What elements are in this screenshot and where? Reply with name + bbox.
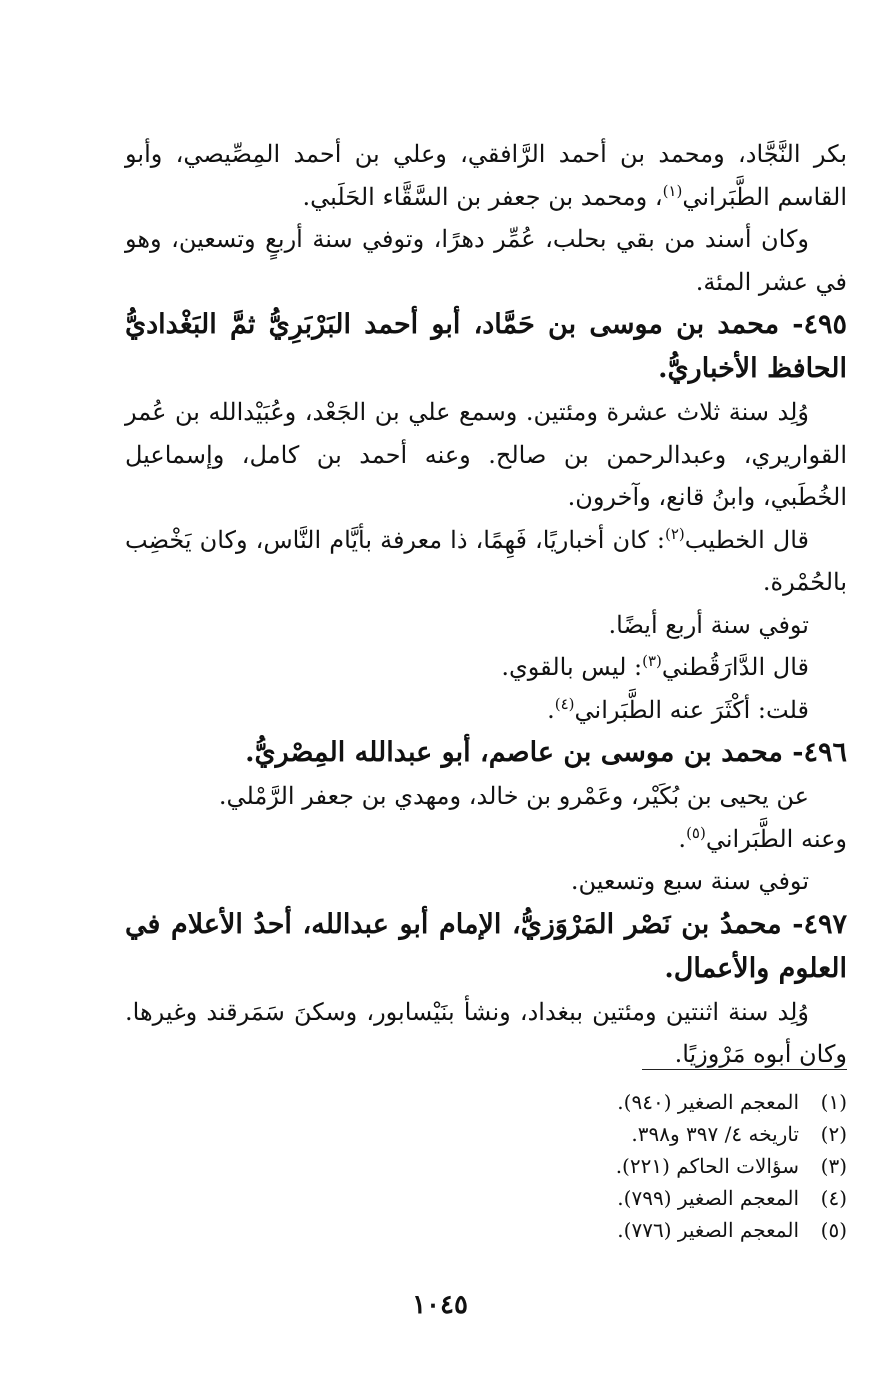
- paragraph-7: [125, 689, 847, 732]
- footnote-text: سؤالات الحاكم (٢٢١).: [615, 1154, 799, 1178]
- paragraph-text: .: [547, 695, 555, 724]
- paragraph-6: [125, 646, 847, 689]
- footnote-ref-4: (٤): [554, 694, 575, 713]
- footnote-item: [480, 1118, 847, 1150]
- paragraph-text: : ليس بالقوي.: [501, 653, 643, 681]
- footnote-ref-5: (٥): [686, 823, 706, 842]
- footnote-item: [480, 1214, 847, 1246]
- paragraph-5: توفي سنة أربع أيضًا.: [608, 610, 809, 639]
- footnote-divider: [642, 1069, 847, 1070]
- paragraph-11: وُلِد سنة اثنتين ومئتين ببغداد، ونشأ بنَيْسابور، وسكنَ سَمَرقند وغيرها. وكان أبوه مَرْوزيًا.: [125, 997, 847, 1068]
- footnote-number: (١): [820, 1090, 847, 1114]
- footnote-text: تاريخه ٤/ ٣٩٧ و٣٩٨.: [631, 1122, 799, 1146]
- paragraph-10: توفي سنة سبع وتسعين.: [570, 867, 809, 895]
- footnote-ref-3: (٣): [642, 652, 662, 670]
- paragraph-text: قال الخطيب: [684, 525, 809, 554]
- footnote-number: (٣): [820, 1154, 847, 1178]
- paragraph-1: [125, 133, 847, 218]
- paragraph-9: [125, 818, 847, 861]
- paragraph-text: قلت: أكْثَرَ عنه الطَّبَراني: [574, 695, 809, 724]
- paragraph-text: ، ومحمد بن جعفر بن السَّقَّاء الحَلَبي.: [302, 182, 663, 211]
- main-text: [125, 133, 847, 1076]
- footnote-number: (٤): [820, 1186, 847, 1210]
- paragraph-3: وُلِد سنة ثلاث عشرة ومئتين. وسمع علي بن الجَعْد، وعُبَيْدالله بن عُمر القواريري، وعبدالرحمن بن صالح. وعنه أحمد بن كامل، وإسماعيل الخُطَبي، وابنُ قانع، وآخرون.: [125, 398, 847, 511]
- paragraph-text: بكر النَّجَّاد، ومحمد بن أحمد الرَّافقي، وعلي بن أحمد المِصِّيصي، وأبو القاسم الطَّبَراني: [125, 140, 847, 211]
- paragraph-text: : كان أخباريًا، فَهِمًا، ذا معرفة بأيَّام النَّاس، وكان يَخْضِب بالحُمْرة.: [125, 525, 847, 596]
- footnote-text: المعجم الصغير (٩٤٠).: [617, 1090, 799, 1114]
- footnote-number: (٢): [820, 1122, 847, 1146]
- entry-heading-495: ٤٩٥- محمد بن موسى بن حَمَّاد، أبو أحمد البَرْبَرِيُّ ثمَّ البَغْداديُّ الحافظ الأخباريُّ.: [125, 309, 847, 384]
- paragraph-text: وعنه الطَّبَراني: [705, 824, 847, 853]
- footnote-ref-1: (١): [662, 181, 683, 200]
- entry-heading-497: ٤٩٧- محمدُ بن نَصْر المَرْوَزيُّ، الإمام أبو عبدالله، أحدُ الأعلام في العلوم والأعمال.: [125, 908, 847, 984]
- footnote-number: (٥): [820, 1218, 847, 1242]
- footnote-text: المعجم الصغير (٧٩٩).: [617, 1186, 799, 1210]
- paragraph-4: [125, 519, 847, 604]
- paragraph-8: عن يحيى بن بُكَيْر، وعَمْرو بن خالد، ومهدي بن جعفر الرَّمْلي.: [218, 782, 809, 810]
- footnotes: [480, 1086, 847, 1246]
- footnote-item: [480, 1086, 847, 1118]
- footnote-ref-2: (٢): [664, 524, 685, 543]
- page-number: ١٠٤٥: [412, 1290, 468, 1320]
- paragraph-2: وكان أسند من بقي بحلب، عُمِّر دهرًا، وتوفي سنة أربعٍ وتسعين، وهو في عشر المئة.: [125, 225, 847, 296]
- paragraph-text: .: [678, 824, 687, 853]
- entry-heading-496: ٤٩٦- محمد بن موسى بن عاصم، أبو عبدالله المِصْريُّ.: [245, 737, 847, 768]
- footnote-text: المعجم الصغير (٧٧٦).: [617, 1218, 799, 1242]
- footnote-item: [480, 1182, 847, 1214]
- footnote-item: [480, 1150, 847, 1182]
- paragraph-text: قال الدَّارَقُطني: [661, 653, 809, 681]
